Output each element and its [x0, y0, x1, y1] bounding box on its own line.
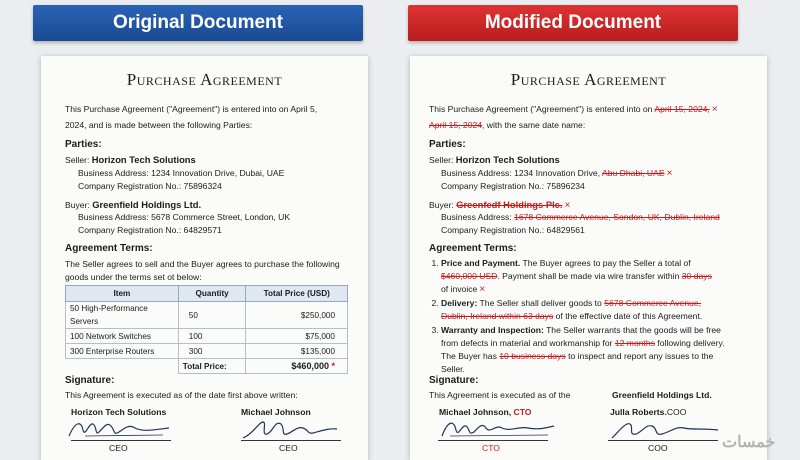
buyer-company-signature: Greenfield Holdings Ltd. — [612, 390, 712, 400]
total-value-cell — [246, 359, 348, 374]
struck-total: $460,000 USD — [441, 271, 498, 281]
signature-line-2 — [241, 440, 341, 441]
buyer-registration: Company Registration No.: 64829561 — [441, 225, 585, 235]
term-title: Warranty and Inspection: — [441, 325, 544, 335]
signature-heading: Signature: — [429, 375, 479, 386]
term-text: The Buyer agrees to pay the Seller a total of — [522, 258, 691, 268]
x-mark-icon: × — [479, 284, 486, 295]
column-header-item: Item — [66, 286, 179, 302]
intro-line-1 — [429, 103, 718, 116]
modified-document — [410, 56, 767, 460]
signature-2-scribble — [606, 416, 726, 442]
total-row — [66, 359, 348, 374]
signatory-2-name: Julla Roberts. — [610, 407, 667, 417]
signature-line-2 — [608, 440, 718, 441]
original-document — [41, 56, 368, 460]
seller-registration: Company Registration No.: 75896324 — [78, 181, 222, 191]
parties-heading: Parties: — [429, 139, 466, 150]
struck-buyer-name: Greenfedf Holdings Plc. — [456, 199, 563, 210]
address-text: Business Address: — [441, 212, 512, 222]
signature-1-scribble — [65, 416, 175, 442]
struck-seller-city: Abu Dhabi, UAE — [602, 168, 665, 178]
signature-text: This Agreement is executed as of the — [429, 390, 571, 400]
signature-2-scribble — [237, 416, 347, 442]
seller-address: Business Address: 1234 Innovation Drive, Dubai, UAE — [78, 168, 285, 178]
item-cell: 50 High-Performance Servers — [66, 302, 179, 329]
signature-line-1 — [71, 440, 171, 441]
term-text: of invoice — [441, 284, 478, 294]
buyer-address — [441, 211, 720, 224]
price-cell: $250,000 — [246, 302, 348, 329]
document-title: Purchase Agreement — [126, 70, 283, 89]
x-mark-icon: × — [564, 200, 571, 211]
column-header-quantity: Quantity — [178, 286, 246, 302]
signatory-2-name: Michael Johnson — [241, 407, 311, 417]
signatory-2-title: CEO — [279, 443, 298, 453]
term-text: to inspect and report any issues to the — [568, 351, 714, 361]
quantity-cell: 100 — [178, 329, 246, 344]
term-item — [441, 297, 749, 323]
signature-heading: Signature: — [65, 375, 115, 386]
signature-text: This Agreement is executed as of the date first above written: — [65, 390, 298, 400]
term-text: Seller. — [441, 364, 465, 374]
term-text: of the effective date of this Agreement. — [555, 311, 703, 321]
terms-line-2: goods under the terms set ot below: — [65, 272, 202, 282]
term-text: The Seller shall deliver goods to — [479, 298, 602, 308]
signatory-2-title: COO — [648, 443, 668, 453]
items-table — [65, 285, 348, 374]
terms-line-1: The Seller agrees to sell and the Buyer agrees to purchase the following — [65, 259, 340, 269]
intro-line-2: 2024, and is made between the following Parties: — [65, 120, 253, 130]
struck-delivery-address: 5678 Commerce Avenue, — [604, 298, 702, 308]
quantity-cell: 50 — [178, 302, 246, 329]
document-title: Purchase Agreement — [510, 70, 667, 89]
struck-days: 30 days — [681, 271, 712, 281]
intro-text: , with the same date name: — [482, 120, 586, 130]
signatory-1-role: CTO — [513, 407, 532, 417]
buyer-label: Buyer: — [65, 200, 90, 210]
seller-label: Seller: — [65, 155, 90, 165]
original-document-banner: Original Document — [33, 5, 363, 41]
term-title: Delivery: — [441, 298, 478, 308]
buyer-registration: Company Registration No.: 64829571 — [78, 225, 222, 235]
column-header-price: Total Price (USD) — [246, 286, 348, 302]
signatory-1-title: CTO — [482, 443, 500, 453]
seller-registration: Company Registration No.: 75896234 — [441, 181, 585, 191]
table-header-row — [66, 286, 348, 302]
term-item — [441, 324, 749, 376]
seller-address — [441, 167, 672, 180]
struck-inspection: 10 business days — [499, 351, 566, 361]
signature-1-scribble — [438, 416, 558, 442]
watermark-logo: خمسات — [722, 434, 776, 451]
price-cell: $75,000 — [246, 329, 348, 344]
table-row — [66, 302, 348, 329]
buyer-name: Greenfield Holdings Ltd. — [92, 199, 202, 210]
table-row — [66, 344, 348, 359]
quantity-cell: 300 — [178, 344, 246, 359]
buyer-line — [429, 198, 570, 212]
term-text: following delivery. — [657, 338, 725, 348]
buyer-address: Business Address: 5678 Commerce Street, London, UK — [78, 212, 291, 222]
struck-buyer-address: 1678 Commerce Avenue, Sondon, UK, Dublin, Ireland — [514, 212, 720, 222]
terms-list — [429, 257, 749, 377]
signatory-1-name: Michael Johnson, — [439, 407, 512, 417]
terms-heading: Agreement Terms: — [65, 243, 153, 254]
struck-delivery-time: Dublin, Ireland within 63 days — [441, 311, 554, 321]
seller-line — [65, 153, 196, 167]
total-value: $460,000 — [291, 360, 329, 371]
item-cell: 100 Network Switches — [66, 329, 179, 344]
total-asterisk: * — [331, 360, 335, 371]
modified-document-banner: Modified Document — [408, 5, 738, 41]
struck-date-2: April 15, 2024 — [429, 120, 483, 130]
intro-line-2 — [429, 119, 585, 132]
struck-date-1: April 15, 2024, — [654, 104, 710, 114]
parties-heading: Parties: — [65, 139, 102, 150]
buyer-label: Buyer: — [429, 200, 454, 210]
term-item — [441, 257, 749, 296]
seller-line — [429, 153, 560, 167]
intro-text: This Purchase Agreement ("Agreement") is entered into on — [429, 104, 653, 114]
signatory-1-name: Horizon Tech Solutions — [71, 407, 167, 417]
buyer-line — [65, 198, 201, 212]
total-label: Total Price: — [178, 359, 246, 374]
term-text: The Buyer has — [441, 351, 497, 361]
price-cell: $135,000 — [246, 344, 348, 359]
signatory-1-title: CEO — [109, 443, 128, 453]
signature-line-1 — [438, 440, 548, 441]
terms-heading: Agreement Terms: — [429, 243, 517, 254]
address-text: Business Address: 1234 Innovation Drive, — [441, 168, 601, 178]
term-title: Price and Payment. — [441, 258, 521, 268]
seller-name: Horizon Tech Solutions — [455, 154, 560, 165]
term-text: The Seller warrants that the goods will be free — [546, 325, 721, 335]
x-mark-icon: × — [711, 104, 718, 115]
term-text: . Payment shall be made via wire transfer within — [497, 271, 680, 281]
item-cell: 300 Enterprise Routers — [66, 344, 179, 359]
table-row — [66, 329, 348, 344]
intro-line-1: This Purchase Agreement ("Agreement") is entered into on April 5, — [65, 104, 318, 114]
seller-name: Horizon Tech Solutions — [91, 154, 196, 165]
seller-label: Seller: — [429, 155, 454, 165]
term-text: from defects in material and workmanship for — [441, 338, 613, 348]
signatory-2-role: COO — [666, 407, 687, 417]
x-mark-icon: × — [666, 168, 673, 179]
struck-warranty: 12 months — [614, 338, 655, 348]
